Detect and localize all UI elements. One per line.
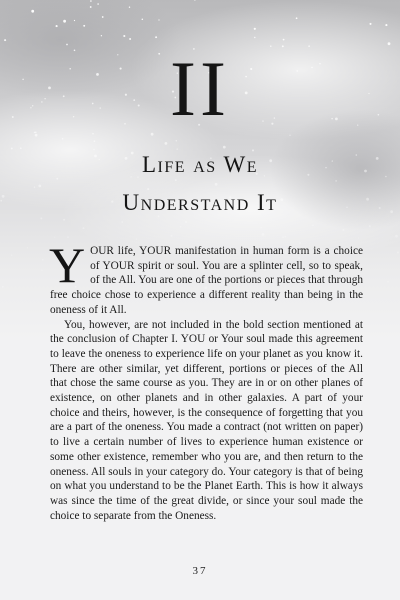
- page-number: 37: [192, 565, 208, 577]
- star: [289, 135, 290, 136]
- chapter-title-line-1: Life as We: [141, 152, 259, 177]
- star: [74, 20, 75, 21]
- star: [142, 18, 144, 20]
- star: [282, 236, 284, 238]
- chapter-body: [49, 237, 363, 523]
- star: [129, 6, 130, 7]
- star: [90, 6, 92, 8]
- star: [90, 0, 92, 2]
- star: [369, 23, 371, 25]
- star: [395, 235, 398, 238]
- star: [41, 269, 42, 270]
- star: [262, 233, 265, 236]
- star: [42, 259, 44, 261]
- star: [35, 134, 38, 137]
- star: [254, 37, 255, 38]
- star: [155, 36, 157, 38]
- star: [260, 227, 261, 228]
- star: [27, 247, 28, 248]
- star: [97, 3, 99, 5]
- star: [83, 25, 85, 27]
- star: [296, 17, 298, 19]
- star: [31, 10, 34, 13]
- star: [369, 225, 371, 227]
- paragraph-1-text: OUR life, YOUR manifestation in human form is a choice of YOUR spirit or soul. You are a splinter cell, so to speak, of the All. You are one of the portions or pieces that through free choice chose to experience a different reality than being in the oneness of it All.: [50, 245, 363, 316]
- paragraph-2: You, however, are not included in the bold section mentioned at the conclusion of Chapter I. YOU or Your soul made this agreement to leave the oneness to experience life on your planet as you know it. There are other similar, yet different, portions or pieces of the All that chose the same course as you. They are in or on other planes of existence, on other planets and in other galaxies. A part of your choice and theirs, however, is the consequence of forgetting that you are a part of the oneness. You made a contract (not written on paper) to live a certain number of lives to experience human existence or some other existence, remember who you are, and then return to the oneness. All souls in your category do. Your category is that of being on what you understand to be the Planet Earth. This is how it always was since the time of the great divide, or since your soul made the choice to separate from the Oneness.: [50, 318, 363, 522]
- star: [171, 235, 173, 237]
- star: [165, 142, 168, 145]
- star: [94, 140, 96, 142]
- star: [387, 281, 389, 283]
- star: [11, 255, 12, 256]
- star: [4, 39, 6, 41]
- star: [312, 224, 314, 226]
- chapter-title: [0, 146, 400, 222]
- star: [358, 237, 359, 238]
- star: [342, 229, 344, 231]
- star: [83, 227, 85, 229]
- paragraph-1: [49, 237, 363, 318]
- star: [385, 24, 387, 26]
- star: [158, 19, 159, 20]
- star: [254, 28, 256, 30]
- star: [56, 25, 58, 27]
- star: [101, 35, 102, 36]
- star: [63, 20, 66, 23]
- star: [283, 39, 285, 41]
- chapter-number: II: [170, 45, 230, 132]
- star: [176, 140, 177, 141]
- star: [129, 38, 131, 40]
- star: [136, 238, 137, 239]
- star: [102, 16, 104, 18]
- star: [62, 138, 64, 140]
- chapter-title-line-2: Understand It: [122, 190, 278, 215]
- star: [285, 236, 287, 238]
- drop-cap: Y: [49, 237, 86, 293]
- star: [2, 286, 4, 288]
- star: [397, 252, 399, 254]
- star: [180, 226, 182, 228]
- star: [123, 35, 125, 37]
